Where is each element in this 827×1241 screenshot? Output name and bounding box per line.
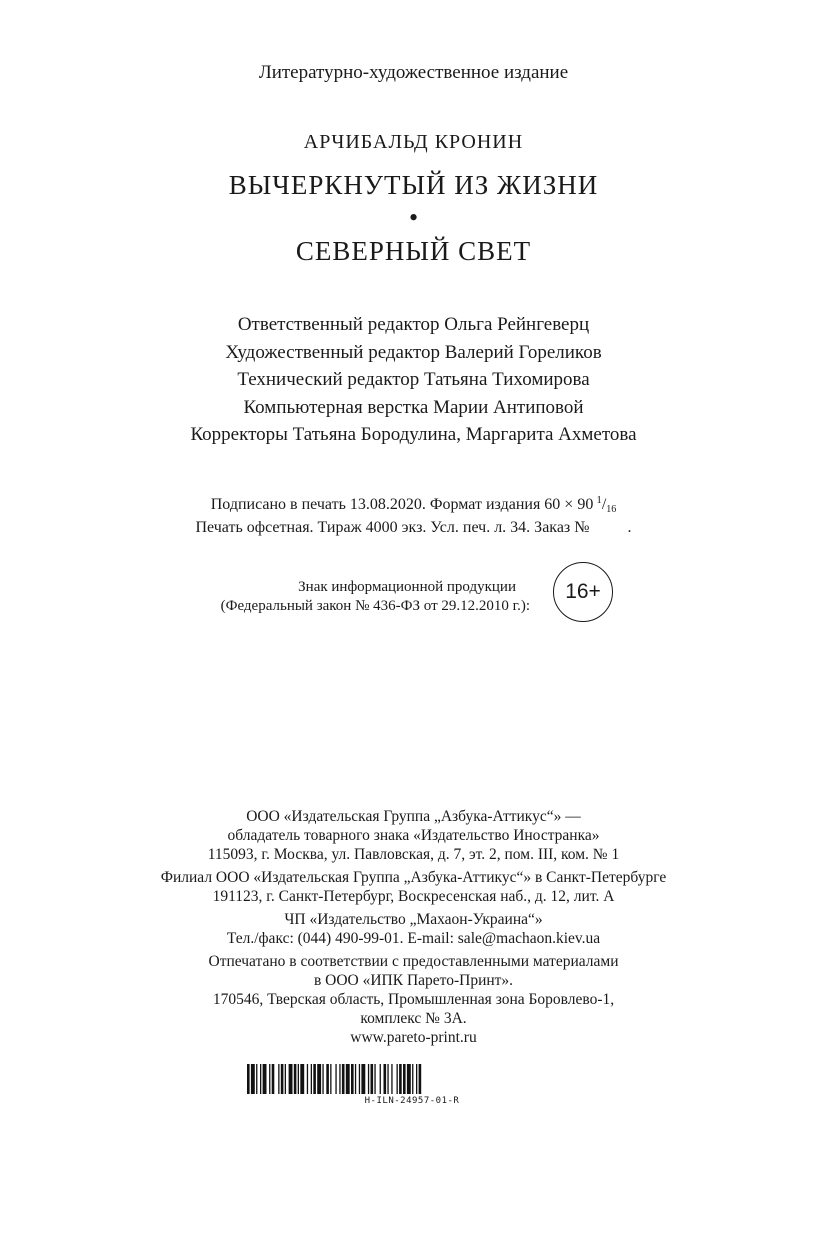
publisher-line: Отпечатано в соответствии с предоставленными материалами (208, 953, 619, 970)
credit-line: Ответственный редактор Ольга Рейнгеверц (237, 314, 590, 335)
publisher-website: www.pareto-print.ru (350, 1029, 477, 1046)
publisher-line: ЧП «Издательство „Махаон-Украина“» (284, 911, 543, 928)
print-info-text: Подписано в печать 13.08.2020. Формат издания 60 × 90 (210, 496, 594, 513)
barcode (247, 1064, 577, 1106)
publisher-line: в ООО «ИПК Парето-Принт». (313, 972, 514, 989)
credit-line: Художественный редактор Валерий Гореликов (225, 341, 602, 363)
publisher-line: обладатель товарного знака «Издательство Иностранка» (227, 827, 600, 844)
author-name: АРЧИБАЛЬД КРОНИН (303, 131, 524, 153)
print-info-line-1 (0, 494, 827, 517)
book-title-2: СЕВЕРНЫЙ СВЕТ (295, 236, 532, 266)
publisher-line: 115093, г. Москва, ул. Павловская, д. 7, эт. 2, пом. III, ком. № 1 (207, 846, 620, 863)
publisher-line: Филиал ООО «Издательская Группа „Азбука-Аттикус“» в Санкт-Петербурге (160, 869, 667, 886)
publisher-line: Тел./факс: (044) 490-99-01. E-mail: sale@machaon.kiev.ua (226, 930, 601, 947)
title-separator: • (408, 203, 419, 232)
barcode-bars (247, 1064, 577, 1094)
print-info (0, 494, 827, 538)
credit-line: Технический редактор Татьяна Тихомирова (237, 369, 590, 390)
barcode-text: H-ILN-24957-01-R (364, 1096, 460, 1106)
print-info-text: Печать офсетная. Тираж 4000 экз. Усл. печ. л. 34. Заказ № (195, 519, 590, 536)
publisher-line: ООО «Издательская Группа „Азбука-Аттикус“» — (246, 808, 581, 825)
publisher-info (0, 807, 827, 1047)
format-slash: / (601, 496, 607, 513)
print-info-line-2 (0, 517, 827, 538)
info-sign-line-1: Знак информационной продукции (298, 579, 516, 595)
credit-line: Компьютерная верстка Марии Антиповой (243, 396, 584, 418)
info-sign-text (150, 578, 530, 616)
age-rating-badge: 16+ (553, 562, 613, 622)
info-sign-line-2: (Федеральный закон № 436-ФЗ от 29.12.2010 г.): (220, 598, 530, 614)
credits-block (0, 311, 827, 449)
publisher-line: 191123, г. Санкт-Петербург, Воскресенская наб., д. 12, лит. А (212, 888, 615, 905)
format-denominator: 16 (606, 504, 617, 515)
publisher-line: комплекс № 3А. (360, 1010, 467, 1027)
print-info-end: . (627, 519, 632, 536)
credit-line: Корректоры Татьяна Бородулина, Маргарита Ахметова (190, 424, 637, 445)
publisher-line: 170546, Тверская область, Промышленная зона Боровлево-1, (212, 991, 615, 1008)
book-title-1: ВЫЧЕРКНУТЫЙ ИЗ ЖИЗНИ (228, 170, 599, 200)
edition-type: Литературно-художественное издание (258, 62, 569, 83)
format-numerator: 1 (596, 494, 602, 506)
